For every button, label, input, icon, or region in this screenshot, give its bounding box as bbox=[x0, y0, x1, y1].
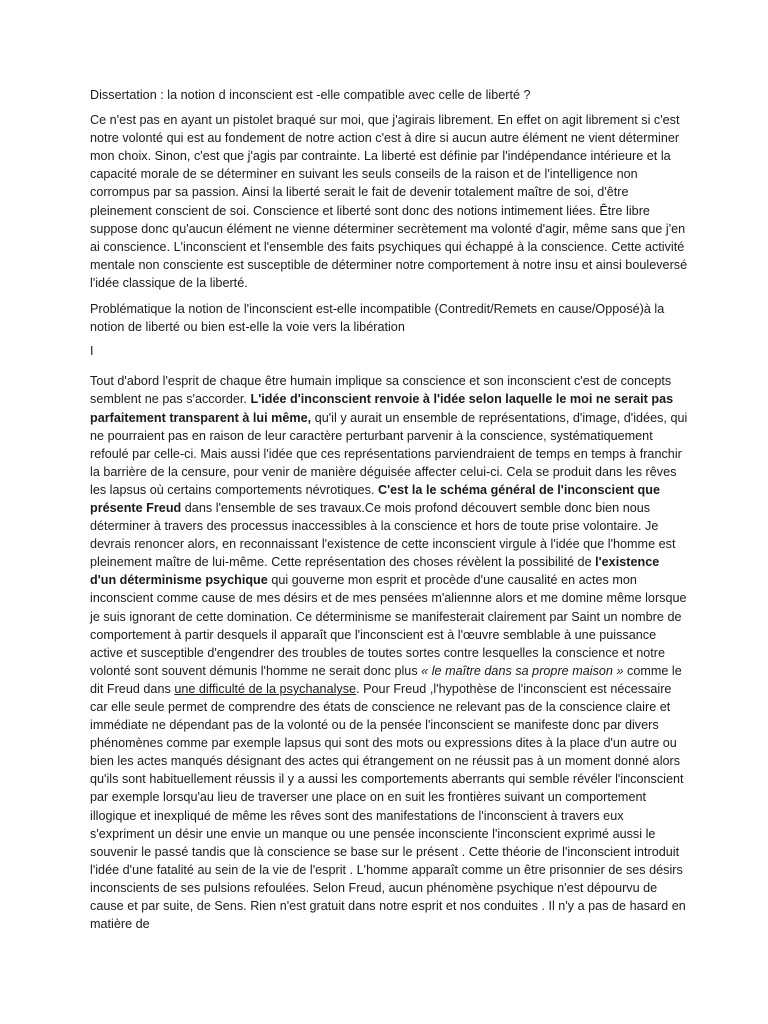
body-text: dans l'ensemble de ses travaux.Ce mois profond découvert semble donc bien nous déterminer à travers des processus inaccessibles à la conscience et hors de toute prise volontaire. Je devrais renoncer alors, en reconnaissant l'existence de cette inconscient virgule à l'idée que l'homme est pleinement maître de lui-même. Cette représentation des choses révèlent la possibilité de bbox=[90, 500, 676, 570]
italic-quote: « le maître dans sa propre maison » bbox=[421, 663, 624, 678]
section-numeral: I bbox=[90, 344, 94, 359]
intro-paragraph: Ce n'est pas en ayant un pistolet braqué sur moi, que j'agirais librement. En effet on agit librement si c'est notre volonté qui est au fondement de notre action c'est à dire si aucun autre élément ne vient déterminer mon choix. Sinon, c'est que j'agis par contrainte. La liberté est définie par l'indépendance intérieure et la capacité morale de se déterminer en suivant les seuls conseils de la raison et de l'intelligence non corrompus par sa passion. Ainsi la liberté serait le fait de devenir totalement maître de soi, d'être pleinement conscient de soi. Conscience et liberté sont donc des notions intimement liées. Être libre suppose donc qu'aucun élément ne vienne déterminer secrètement ma volonté d'agir, même sans que j'en ai conscience. L'inconscient et l'ensemble des faits psychiques qui échappé à la conscience. Cette activité mentale non consciente est susceptible de déterminer notre comportement à notre insu et ainsi bouleversé l'idée classique de la liberté. bbox=[90, 113, 688, 290]
document-title: Dissertation : la notion d inconscient est -elle compatible avec celle de liberté ? bbox=[90, 88, 531, 102]
body-text: qui gouverne mon esprit et procède d'une causalité en actes mon inconscient comme cause de mes désirs et de mes pensées m'aliennne alors et me domine même lorsque je suis ignorant de cette domination. Ce déterminisme se manifesterait clairement par Saint un nombre de comportement à partir desquels il apparaît que l'inconscient est à l'œuvre semblable à une puissance active et susceptible d'engendrer des troubles de toutes sortes contre lesquelles la conscience et notre volonté sont souvent démunis l'homme ne serait donc plus bbox=[90, 573, 687, 678]
body-text: comme le dit Freud dans bbox=[90, 663, 682, 696]
body-text: . Pour Freud ,l'hypothèse de l'inconscient est nécessaire car elle seule permet de comprendre des états de conscience ne relevant pas de la conscience claire et immédiate ne dépendant pas de la volonté ou de la pensée l'inconscient se manifeste donc par divers phénomènes comme par exemple lapsus qui sont des mots ou expressions dites à la place d'un autre ou bien les actes manqués désignant des actes qui étrangement on ne réussit pas à un moment donné alors qu'ils sont habituellement réussis il y a aussi les comportements aberrants qui semble révéler l'inconscient par exemple lorsqu'au lieu de traverser une place on en suit les frontières suivant un comportement illogique et inexpliqué de même les rêves sont des manifestations de l'inconscient à travers eux s'expriment un désir une envie un manque ou une pensée inconsciente l'inconscient exprimé aussi le souvenir le passé tandis que là conscience se base sur le présent . Cette théorie de l'inconscient introduit l'idée d'une fatalité au sein de la vie de l'esprit . L'homme apparaît comme un être prisonnier de ses désirs inconscients de ses pulsions refoulées. Selon Freud, aucun phénomène psychique n'est dépourvu de cause et par suite, de Sens. Rien n'est gratuit dans notre esprit et nos conduites . Il n'y a pas de hasard en matière de bbox=[90, 681, 686, 932]
bold-emphasis: L'idée d'inconscient renvoie à l'idée selon laquelle le moi ne serait pas parfaitement transparent à lui même, bbox=[90, 392, 674, 425]
bold-emphasis: l'existence d'un déterminisme psychique bbox=[90, 555, 660, 588]
body-text: qu'il y aurait un ensemble de représentations, d'image, d'idées, qui ne pourraient pas en raison de leur caractère perturbant parvenir à la conscience, systématiquement refoulé par celle-ci. Mais aussi l'idée que ces représentations parviendraient de temps en temps à franchir la barrière de la censure, pour venir de manière déguisée affecter celui-ci. Cela se produit dans les rêves les lapsus où certains comportements névrotiques. bbox=[90, 410, 688, 497]
body-text: Tout d'abord l'esprit de chaque être humain implique sa conscience et son inconscient c'est de concepts semblent ne pas s'accorder. bbox=[90, 374, 672, 407]
body-paragraph bbox=[90, 372, 688, 933]
problematique-paragraph: Problématique la notion de l'inconscient est-elle incompatible (Contredit/Remets en cause/Opposé)à la notion de liberté ou bien est-elle la voie vers la libération bbox=[90, 302, 665, 335]
bold-emphasis: C'est la le schéma général de l'inconscient que présente Freud bbox=[90, 482, 660, 515]
underlined-reference: une difficulté de la psychanalyse bbox=[174, 681, 357, 696]
document-page bbox=[90, 86, 688, 941]
